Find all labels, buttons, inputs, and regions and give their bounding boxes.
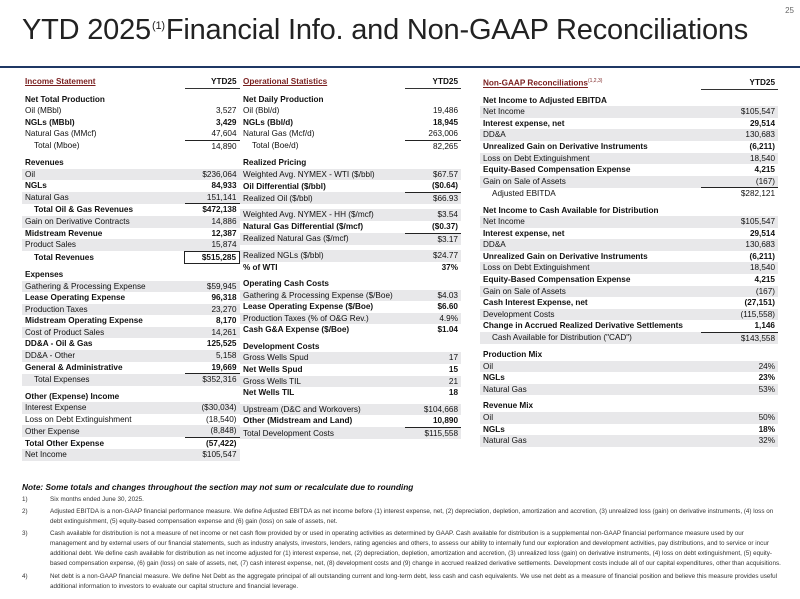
title-main: YTD 2025 [22, 14, 151, 46]
row-value: ($0.64) [432, 181, 458, 191]
row-label: % of WTI [243, 262, 278, 272]
page-title [22, 14, 748, 47]
row-value: 29,514 [749, 228, 775, 238]
row-value [701, 95, 778, 107]
table-row [22, 350, 240, 362]
table-row [22, 204, 240, 216]
row-value: $115,558 [405, 427, 461, 439]
table-row [22, 105, 240, 117]
footnote-text: Six months ended June 30, 2025. [50, 496, 144, 503]
footnote-number: 3) [22, 530, 28, 537]
income-statement-panel [22, 76, 240, 461]
row-label: Total (Boe/d) [252, 141, 299, 151]
table-row [240, 221, 461, 233]
row-label: Oil [480, 361, 701, 373]
row-value: 32% [701, 435, 778, 447]
row-label: Net Income [480, 216, 701, 228]
table-row [480, 239, 778, 251]
table-row [480, 349, 778, 361]
row-label: Net Daily Production [243, 94, 324, 104]
row-value: 19,486 [432, 106, 458, 116]
row-value: 18,540 [701, 262, 778, 274]
row-value: $24.77 [405, 250, 461, 262]
row-label: Cash Interest Expense, net [483, 298, 588, 308]
table-row [240, 169, 461, 181]
table-row [480, 424, 778, 436]
non-gaap-table [480, 76, 778, 447]
table-row [480, 129, 778, 141]
row-value: $352,316 [185, 374, 240, 386]
row-label: Gross Wells Spud [240, 352, 405, 364]
row-label: Oil (MBbl) [25, 106, 62, 116]
row-value [185, 269, 240, 281]
table-row [22, 449, 240, 461]
row-label: Realized Pricing [243, 158, 307, 168]
table-row [480, 412, 778, 424]
row-value: 47,604 [185, 128, 240, 140]
table-row [22, 315, 240, 327]
row-value: 96,318 [211, 293, 237, 303]
non-gaap-header: Non-GAAP Reconciliations [483, 78, 588, 88]
row-value: 4,215 [754, 274, 775, 284]
non-gaap-header-superscript: (1,2,3) [587, 78, 603, 84]
table-row [22, 437, 240, 449]
row-value: $143,558 [701, 332, 778, 344]
row-label: DD&A - Oil & Gas [25, 339, 93, 349]
footnote-1 [22, 495, 782, 505]
row-value: 24% [701, 361, 778, 373]
row-value: (6,211) [749, 251, 775, 261]
row-value: 23,270 [185, 304, 240, 316]
row-label: Unrealized Gain on Derivative Instruments [483, 141, 648, 151]
table-row [22, 362, 240, 374]
row-label: NGLs (MBbl) [25, 117, 75, 127]
table-row [480, 118, 778, 130]
operational-year-header: YTD25 [405, 76, 461, 88]
table-row [480, 153, 778, 165]
row-label: Weighted Avg. NYMEX - WTI ($/bbl) [240, 169, 405, 181]
row-value: 130,683 [701, 239, 778, 251]
table-row [480, 384, 778, 396]
row-label: Cash Available for Distribution ("CAD") [480, 332, 701, 344]
row-label: Oil Differential ($/bbl) [243, 181, 326, 191]
table-row [240, 140, 461, 152]
row-value: 14,261 [185, 327, 240, 339]
table-row [480, 141, 778, 153]
table-row [480, 361, 778, 373]
row-label: Unrealized Gain on Derivative Instruments [483, 251, 648, 261]
row-value: $105,547 [185, 449, 240, 461]
row-value: 17 [405, 352, 461, 364]
row-value: (6,211) [749, 141, 775, 151]
row-value: 10,890 [405, 415, 461, 427]
page-number: 25 [785, 6, 794, 15]
row-value: 18,540 [701, 153, 778, 165]
row-label: Production Taxes (% of O&G Rev.) [240, 313, 405, 325]
row-label: Net Income [480, 106, 701, 118]
footnote-2 [22, 507, 782, 527]
table-row [480, 95, 778, 107]
operational-statistics-header: Operational Statistics [243, 77, 328, 87]
table-row [240, 324, 461, 336]
table-row [22, 180, 240, 192]
row-label: Product Sales [22, 239, 185, 251]
row-value: 14,890 [211, 141, 237, 151]
table-row [480, 297, 778, 309]
row-label: Realized Natural Gas ($/mcf) [240, 233, 405, 245]
table-row [240, 341, 461, 353]
footnote-text: Cash available for distribution is not a measure of net income or net cash flow provided by or used in operating activities as determined by GAAP. Cash available for distribution is a supplemental non-GAAP financial performance measure used by our management and by external users of our financial statements, such as industry analysts, investors, lenders, rating agencies and others, to assess our ability to internally fund our exploration and development activities, pay distributions, and to service or incur additional debt. We define cash available for distribution as net income adjusted for (1) interest expense, net, (2) depreciation, depletion, amortization and accretion, (3) unrealized loss (gain) on derivative instruments, (4) loss on debt extinguishment, (5) equity-based compensation expense, (6) gain (loss) on sale of assets, net, (7) cash interest expense, net, (8) development costs and (9) change in accrued realized derivative settlements. Development costs include all of our capital expenditures, other than acquisitions. [50, 530, 781, 567]
row-label: Gain on Sale of Assets [480, 286, 701, 298]
row-label: Natural Gas [480, 384, 701, 396]
table-row [480, 435, 778, 447]
table-row [22, 239, 240, 251]
table-row [480, 262, 778, 274]
row-label: Oil (Bbl/d) [243, 106, 280, 116]
operational-statistics-panel [240, 76, 461, 439]
table-row [22, 269, 240, 281]
row-label: Total Revenues [34, 252, 94, 262]
row-value: $59,945 [185, 281, 240, 293]
row-label: Natural Gas (Mcf/d) [243, 129, 315, 139]
row-value: 12,387 [211, 228, 237, 238]
row-label: Development Costs [243, 341, 320, 351]
table-row [22, 228, 240, 240]
income-statement-header: Income Statement [25, 77, 96, 87]
row-value: $3.17 [405, 233, 461, 245]
row-value: 18,945 [432, 117, 458, 127]
row-value: $1.04 [437, 325, 458, 335]
row-label: Net Wells Spud [243, 365, 303, 375]
row-value: 4,215 [754, 165, 775, 175]
row-label: Loss on Debt Extinguishment [480, 153, 701, 165]
row-label: Gain on Derivative Contracts [22, 216, 185, 228]
row-label: Total (Mboe) [34, 141, 80, 151]
row-value: (57,422) [206, 438, 237, 448]
title-superscript: (1) [151, 20, 165, 32]
table-row [480, 188, 778, 200]
table-row [480, 372, 778, 384]
row-value: $3.54 [405, 209, 461, 221]
row-label: Change in Accrued Realized Derivative Settlements [483, 321, 683, 331]
row-label: Total Oil & Gas Revenues [34, 205, 134, 215]
row-label: Net Income [22, 449, 185, 461]
row-value: ($30,034) [185, 402, 240, 414]
row-value: 23% [758, 373, 775, 383]
row-label: Realized NGLs ($/bbl) [240, 250, 405, 262]
row-label: Adjusted EBITDA [492, 188, 556, 198]
table-row [240, 278, 461, 290]
row-label: Interest expense, net [483, 228, 565, 238]
row-value: $472,138 [202, 205, 237, 215]
row-value: $282,121 [740, 189, 775, 199]
table-row [480, 228, 778, 240]
table-row [240, 301, 461, 313]
row-value: 37% [441, 262, 458, 272]
table-row [240, 415, 461, 427]
row-value: 29,514 [749, 118, 775, 128]
row-label: Production Taxes [22, 304, 185, 316]
table-row [240, 376, 461, 388]
row-label: Equity-Based Compensation Expense [483, 165, 631, 175]
row-value [701, 205, 778, 217]
row-value: $236,064 [185, 169, 240, 181]
table-row [240, 427, 461, 439]
row-label: Total Development Costs [240, 427, 405, 439]
table-row [240, 233, 461, 245]
row-label: NGLs [25, 181, 47, 191]
row-value [405, 278, 461, 290]
row-label: Revenue Mix [483, 401, 534, 411]
row-label: Loss on Debt Extinguishment [480, 262, 701, 274]
table-row [240, 209, 461, 221]
table-row [22, 374, 240, 386]
row-label: Lease Operating Expense ($/Boe) [243, 302, 374, 312]
table-row [240, 117, 461, 129]
row-label: DD&A - Other [22, 350, 185, 362]
row-label: Other (Expense) Income [25, 391, 120, 401]
row-value [185, 157, 240, 169]
non-gaap-panel [480, 76, 778, 447]
row-value: 151,141 [185, 192, 240, 204]
table-row [480, 216, 778, 228]
table-row [22, 157, 240, 169]
table-row [22, 140, 240, 152]
table-row [22, 192, 240, 204]
row-label: Cost of Product Sales [22, 327, 185, 339]
row-label: Expenses [25, 270, 64, 280]
row-value: $105,547 [701, 106, 778, 118]
row-label: Gross Wells TIL [240, 376, 405, 388]
row-label: Net Total Production [25, 94, 105, 104]
row-label: NGLs [483, 424, 505, 434]
table-row [480, 251, 778, 263]
row-value: 5,158 [185, 350, 240, 362]
row-label: Other Expense [22, 425, 185, 437]
row-label: Cash G&A Expense ($/Boe) [243, 325, 350, 335]
row-value [405, 94, 461, 106]
row-label: Loss on Debt Extinguishment [25, 414, 132, 424]
table-row [240, 404, 461, 416]
income-statement-table [22, 76, 240, 461]
row-value: (167) [701, 286, 778, 298]
row-value: 21 [405, 376, 461, 388]
row-value: (167) [701, 176, 778, 188]
row-value: 1,146 [701, 320, 778, 332]
row-value: 8,170 [216, 316, 237, 326]
row-label: Midstream Revenue [25, 228, 103, 238]
table-row [22, 251, 240, 264]
row-label: Gathering & Processing Expense ($/Boe) [240, 290, 405, 302]
row-value: 3,429 [216, 117, 237, 127]
table-row [22, 304, 240, 316]
row-label: NGLs (Bbl/d) [243, 117, 294, 127]
table-row [480, 332, 778, 344]
row-value: $66.93 [405, 192, 461, 204]
row-value: 18% [758, 424, 775, 434]
table-row [240, 250, 461, 262]
footnote-number: 2) [22, 508, 28, 515]
table-row [22, 216, 240, 228]
row-label: Realized Oil ($/bbl) [240, 192, 405, 204]
table-row [480, 274, 778, 286]
row-value [405, 341, 461, 353]
table-row [240, 313, 461, 325]
row-value: 18 [448, 388, 458, 398]
table-row [22, 117, 240, 129]
row-value: $6.60 [437, 302, 458, 312]
table-row [240, 290, 461, 302]
table-row [240, 387, 461, 399]
table-row [22, 327, 240, 339]
row-value: $104,668 [405, 404, 461, 416]
row-value [185, 94, 240, 106]
row-label: Interest Expense [22, 402, 185, 414]
table-row [480, 320, 778, 332]
table-row [22, 169, 240, 181]
row-label: DD&A [480, 239, 701, 251]
table-row [480, 106, 778, 118]
table-row [240, 105, 461, 117]
row-label: Operating Cash Costs [243, 279, 329, 289]
table-row [240, 364, 461, 376]
row-label: Total Other Expense [25, 438, 105, 448]
row-value: (18,540) [206, 414, 237, 424]
row-label: Gathering & Processing Expense [22, 281, 185, 293]
row-label: Other (Midstream and Land) [243, 416, 353, 426]
row-value: 50% [701, 412, 778, 424]
table-row [480, 205, 778, 217]
row-value [185, 391, 240, 403]
table-row [240, 262, 461, 274]
row-label: Upstream (D&C and Workovers) [240, 404, 405, 416]
table-row [480, 286, 778, 298]
row-value: 3,527 [216, 106, 237, 116]
row-value: $4.03 [405, 290, 461, 302]
footnote-number: 1) [22, 496, 28, 503]
table-row [22, 425, 240, 437]
table-row [22, 292, 240, 304]
table-row [22, 402, 240, 414]
row-value: $515,285 [185, 251, 240, 264]
table-row [240, 192, 461, 204]
row-label: Revenues [25, 158, 64, 168]
row-label: Natural Gas Differential ($/mcf) [243, 222, 364, 232]
row-value: 15 [448, 365, 458, 375]
row-label: Net Income to Adjusted EBITDA [483, 95, 607, 105]
rounding-note: Note: Some totals and changes throughout the section may not sum or recalculate due to rounding [22, 482, 414, 492]
row-label: Natural Gas [22, 192, 185, 204]
row-label: Total Expenses [22, 374, 185, 386]
table-row [240, 128, 461, 140]
footnote-text: Net debt is a non-GAAP financial measure. We define Net Debt as the aggregate principal of all outstanding current and long-term debt, less cash and cash equivalents. We use net debt as a measure of financial position and believe this measure provides useful additional information to investors to evaluate our capital structure and financial leverage. [50, 573, 778, 590]
footnote-number: 4) [22, 573, 28, 580]
row-value: 263,006 [405, 128, 461, 140]
table-row [240, 157, 461, 169]
table-row [240, 352, 461, 364]
row-value: 19,669 [185, 362, 240, 374]
table-row [480, 400, 778, 412]
row-label: Equity-Based Compensation Expense [483, 274, 631, 284]
table-row [480, 176, 778, 188]
table-row [480, 164, 778, 176]
row-label: Net Income to Cash Available for Distribution [483, 205, 659, 215]
row-label: Weighted Avg. NYMEX - HH ($/mcf) [240, 209, 405, 221]
row-value: 84,933 [211, 181, 237, 191]
title-rest: Financial Info. and Non-GAAP Reconciliations [165, 14, 749, 46]
row-label: NGLs [483, 373, 505, 383]
row-label: Interest expense, net [483, 118, 565, 128]
footnote-3 [22, 529, 782, 569]
row-value: (27,151) [744, 298, 775, 308]
row-label: Midstream Operating Expense [25, 316, 143, 326]
row-label: Development Costs [480, 309, 701, 321]
row-label: Net Wells TIL [243, 388, 295, 398]
footnote-4 [22, 572, 782, 592]
row-value: 14,886 [185, 216, 240, 228]
row-value: 15,874 [185, 239, 240, 251]
row-value: 53% [701, 384, 778, 396]
row-value: 82,265 [432, 141, 458, 151]
row-label: Production Mix [483, 350, 543, 360]
income-year-header: YTD25 [185, 76, 240, 88]
row-value: $105,547 [701, 216, 778, 228]
table-row [22, 338, 240, 350]
row-value: 130,683 [701, 129, 778, 141]
row-value [701, 400, 778, 412]
table-row [240, 94, 461, 106]
row-value: $67.57 [405, 169, 461, 181]
row-value: 4.9% [405, 313, 461, 325]
row-label: Oil [22, 169, 185, 181]
row-value [405, 157, 461, 169]
row-value: ($0.37) [432, 222, 458, 232]
operational-statistics-table [240, 76, 461, 439]
table-row [22, 414, 240, 426]
table-row [22, 281, 240, 293]
row-value: (115,558) [701, 309, 778, 321]
row-value [701, 349, 778, 361]
row-value: 125,525 [206, 339, 237, 349]
row-value: (8,848) [185, 425, 240, 437]
title-divider [0, 66, 800, 68]
table-row [240, 180, 461, 192]
footnote-text: Adjusted EBITDA is a non-GAAP financial performance measure. We define Adjusted EBITDA as net income before (1) interest expense, net, (2) depreciation, depletion, amortization and accretion, (3) unrealized loss (gain) on derivative instruments, (4) loss on debt extinguishment, (5) equity-based compensation expense and (6) gain (loss) on sale of assets, net. [50, 508, 774, 525]
table-row [480, 309, 778, 321]
row-label: Natural Gas (MMcf) [25, 129, 97, 139]
table-row [22, 94, 240, 106]
row-label: Natural Gas [480, 435, 701, 447]
table-row [22, 128, 240, 140]
row-label: Oil [480, 412, 701, 424]
row-label: General & Administrative [25, 362, 123, 372]
non-gaap-year-header: YTD25 [701, 76, 778, 89]
row-label: Lease Operating Expense [25, 293, 126, 303]
table-row [22, 391, 240, 403]
row-label: DD&A [480, 129, 701, 141]
row-label: Gain on Sale of Assets [480, 176, 701, 188]
